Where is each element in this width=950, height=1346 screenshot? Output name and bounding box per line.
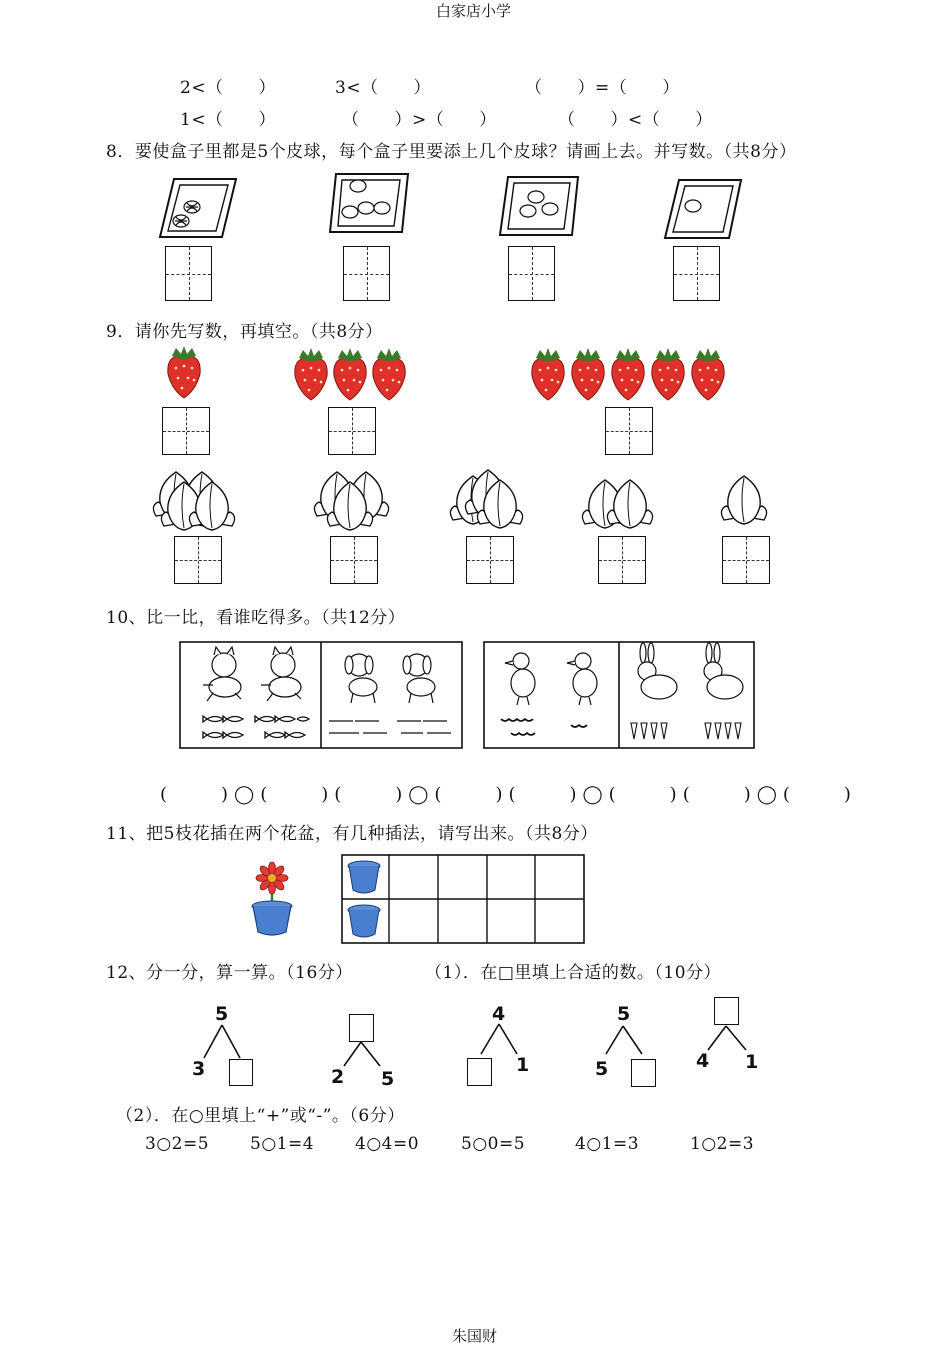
strawberry-icon (373, 348, 405, 400)
question-12: 12、分一分，算一算。（16分） (106, 963, 353, 983)
answer-box[interactable] (598, 536, 646, 584)
equation[interactable]: 3○2=5 (145, 1134, 210, 1154)
strawberry-icon (334, 348, 366, 400)
equation[interactable]: 4○1=3 (575, 1134, 640, 1154)
bond-right: 1 (745, 1051, 759, 1073)
bond-blank-box[interactable] (714, 997, 739, 1025)
answer-box[interactable] (722, 536, 770, 584)
footer-name: 朱国财 (452, 1327, 498, 1345)
bond-blank-box[interactable] (467, 1058, 492, 1086)
answer-box[interactable] (162, 407, 210, 455)
equation[interactable]: 1○2=3 (690, 1134, 755, 1154)
strawberry-icon (692, 348, 724, 400)
bond-blank-box[interactable] (631, 1059, 656, 1087)
question-9: 9．请你先写数，再填空。（共8分） (106, 322, 383, 342)
bond-left: 3 (192, 1058, 206, 1080)
bond-blank-box[interactable] (349, 1014, 374, 1042)
strawberry-icon (168, 346, 200, 398)
pot-icon (348, 861, 380, 893)
compare-blank-4[interactable]: 1<（ ） (180, 110, 277, 130)
box-with-balls-icon (160, 177, 240, 239)
pot-icon (348, 905, 380, 937)
strawberry-icon (652, 348, 684, 400)
strawberry-icon (572, 348, 604, 400)
compare-blank-2[interactable]: 3<（ ） (335, 78, 432, 98)
bond-blank-box[interactable] (229, 1059, 253, 1086)
answer-box[interactable] (466, 536, 514, 584)
box-with-balls-icon (330, 172, 410, 234)
strawberry-row (0, 346, 950, 406)
bond-right: 5 (381, 1068, 395, 1090)
bond-right: 1 (516, 1054, 530, 1076)
question-8: 8．要使盒子里都是5个皮球，每个盒子里要添上几个皮球？请画上去。并写数。（共8分） (106, 142, 797, 162)
birds-rabbits-illustration (483, 641, 755, 749)
strawberry-icon (295, 348, 327, 400)
compare-blank-5[interactable]: （ ）>（ ） (342, 110, 497, 130)
answer-box[interactable] (673, 246, 720, 301)
answer-box[interactable] (343, 246, 390, 301)
question-11: 11、把5枝花插在两个花盆，有几种插法，请写出来。（共8分） (106, 824, 598, 844)
compare-blank-6[interactable]: （ ）<（ ） (558, 110, 713, 130)
answer-box[interactable] (328, 407, 376, 455)
answer-box[interactable] (508, 246, 555, 301)
bond-top: 5 (215, 1003, 229, 1025)
peach-row (0, 462, 950, 532)
answer-box[interactable] (605, 407, 653, 455)
box-with-balls-icon (500, 175, 580, 237)
equation[interactable]: 4○4=0 (355, 1134, 420, 1154)
strawberry-icon (612, 348, 644, 400)
answer-box[interactable] (174, 536, 222, 584)
flower-pot-icon (250, 862, 300, 936)
question-12-part-1: （1）．在□里填上合适的数。（10分） (425, 963, 722, 983)
strawberry-icon (532, 348, 564, 400)
bond-left: 5 (595, 1058, 609, 1080)
compare-blank-1[interactable]: 2<（ ） (180, 78, 277, 98)
compare-answer-row[interactable]: ( )◯( )( )◯( )( )◯( )( )◯( ) (160, 784, 857, 805)
bond-left: 4 (696, 1050, 710, 1072)
equation[interactable]: 5○0=5 (461, 1134, 526, 1154)
box-with-balls-icon (665, 178, 745, 240)
bond-top: 5 (617, 1003, 631, 1025)
school-header: 白家店小学 (436, 2, 512, 20)
answer-box[interactable] (330, 536, 378, 584)
equation[interactable]: 5○1=4 (250, 1134, 315, 1154)
question-10: 10、比一比，看谁吃得多。（共12分） (106, 608, 406, 628)
bond-left: 2 (331, 1066, 345, 1088)
question-12-part-2: （2）．在○里填上“+”或“-”。（6分） (116, 1106, 405, 1126)
answer-box[interactable] (165, 246, 212, 301)
cats-dogs-illustration (179, 641, 463, 749)
flower-pot-table (341, 854, 585, 944)
compare-blank-3[interactable]: （ ）=（ ） (525, 78, 680, 98)
bond-top: 4 (492, 1003, 506, 1025)
